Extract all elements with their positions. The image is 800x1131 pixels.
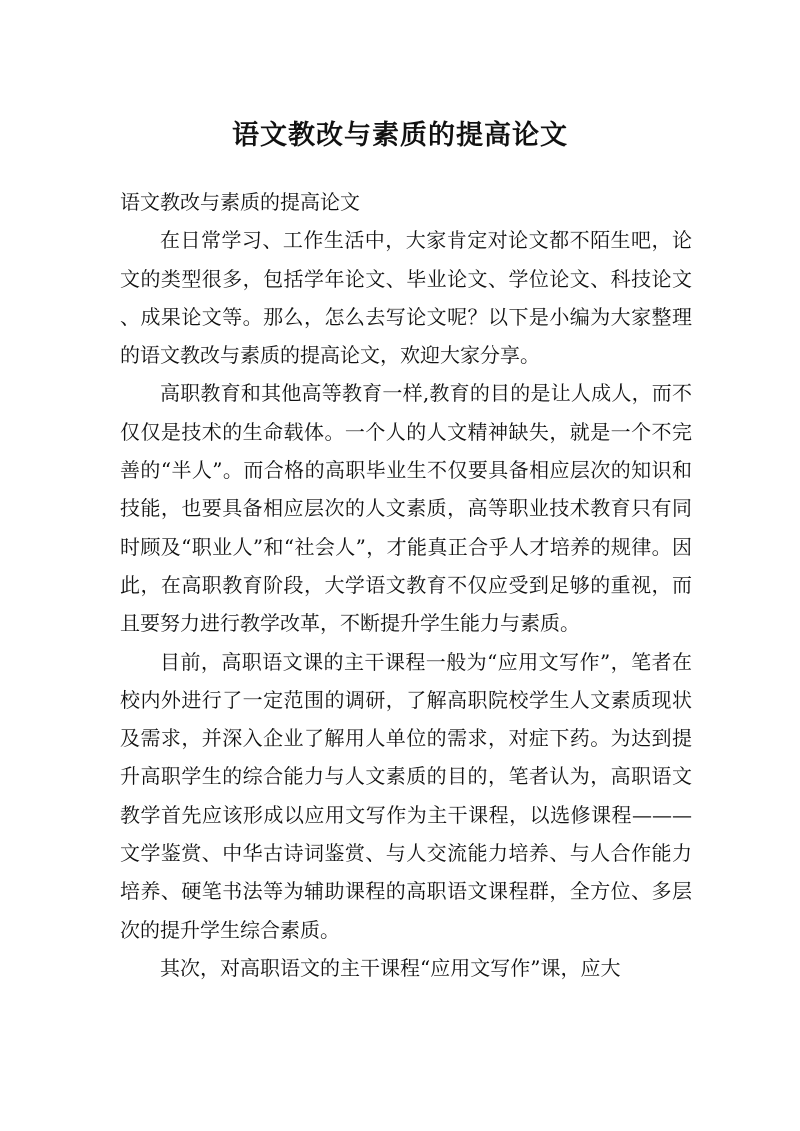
paragraph: 在日常学习、工作生活中，大家肯定对论文都不陌生吧，论文的类型很多，包括学年论文、毕业论文、学位论文、科技论文、成果论文等。那么，怎么去写论文呢？以下是小编为大家整理的语文教改与素质的提高论文，欢迎大家分享。 — [120, 228, 692, 368]
document-body — [120, 183, 692, 987]
paragraph: 高职教育和其他高等教育一样,教育的目的是让人成人，而不仅仅是技术的生命载体。一个人的人文精神缺失，就是一个不完善的“半人”。而合格的高职毕业生不仅要具备相应层次的知识和技能，也要具备相应层次的人文素质，高等职业技术教育只有同时顾及“职业人”和“社会人”，才能真正合乎人才培养的规律。因此，在高职教育阶段，大学语文教育不仅应受到足够的重视，而且要努力进行教学改革，不断提升学生能力与素质。 — [120, 381, 692, 636]
paragraph: 其次，对高职语文的主干课程“应用文写作”课，应大 — [160, 955, 621, 980]
paragraph: 目前，高职语文课的主干课程一般为“应用文写作”，笔者在校内外进行了一定范围的调研，了解高职院校学生人文素质现状及需求，并深入企业了解用人单位的需求，对症下药。为达到提升高职学生的综合能力与人文素质的目的，笔者认为，高职语文教学首先应该形成以应用文写作为主干课程，以选修课程———文学鉴赏、中华古诗词鉴赏、与人交流能力培养、与人合作能力培养、硬笔书法等为辅助课程的高职语文课程群，全方位、多层次的提升学生综合素质。 — [120, 649, 692, 942]
document-title: 语文教改与素质的提高论文 — [232, 120, 568, 152]
paragraph-subtitle: 语文教改与素质的提高论文 — [120, 190, 360, 214]
